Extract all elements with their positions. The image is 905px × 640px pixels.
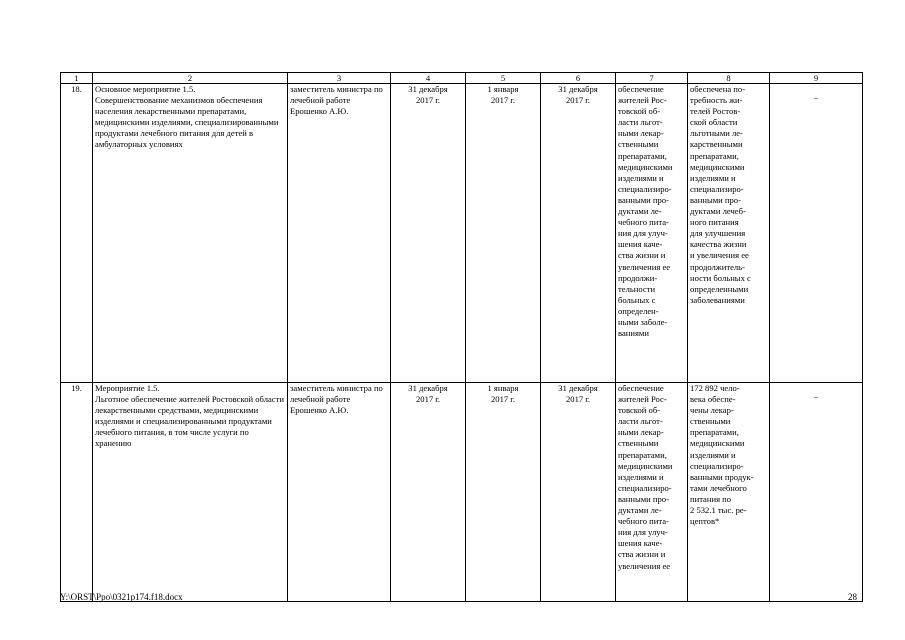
responsible-cell: заместитель министра по лечебной работе Ерошенко А.Ю. [288, 383, 391, 602]
header-cell: 3 [288, 73, 391, 84]
responsible-cell: заместитель министра по лечебной работе Ерошенко А.Ю. [288, 84, 391, 383]
row-number-cell: 19. [61, 383, 93, 602]
date-cell: 1 января 2017 г. [466, 84, 541, 383]
footer-file-path: Y:\ORST\Ppo\0321p174.f18.docx [60, 592, 183, 602]
header-cell: 4 [391, 73, 466, 84]
date-cell: 31 декабря 2017 г. [391, 84, 466, 383]
header-cell: 6 [541, 73, 616, 84]
actual-result-cell: обеспечена по- требность жи- телей Ростов- ской области льготными ле- карственными препаратами, медицинскими изделиями и специализиро- ванными про- дуктами лечеб- ного питания для улучшения качества жизни и увеличения ее продолжитель- ности больных с определенными заболеваниями [688, 84, 770, 383]
date-cell: 31 декабря 2017 г. [541, 84, 616, 383]
activity-name-cell: Мероприятие 1.5. Льготное обеспечение жителей Ростовской области лекарственными средствами, медицинскими изделиями и специализированными продуктами лечебного питания, в том числе услуги по хранению [93, 383, 288, 602]
expected-result-cell: обеспечение жителей Рос- товской об- ласти льгот- ными лекар- ственными препаратами, медицинскими изделиями и специализиро- ванными про- дуктами ле- чебного пита- ния для улуч- шения каче- ства жизни и увеличения ее [616, 383, 688, 602]
notes-cell: – [770, 84, 863, 383]
header-cell: 1 [61, 73, 93, 84]
page-number: 28 [848, 592, 857, 602]
actual-result-cell: 172 892 чело- века обеспе- чены лекар- ственными препаратами, медицинскими изделиями и специализиро- ванными продук- тами лечебного питания по 2 532.1 тыс. ре- цептов* [688, 383, 770, 602]
activity-name-cell: Основное мероприятие 1.5. Совершенствование механизмов обеспечения населения лекарственными препаратами, медицинскими изделиями, специализированными продуктами лечебного питания для детей в амбулаторных условиях [93, 84, 288, 383]
date-cell: 31 декабря 2017 г. [391, 383, 466, 602]
document-table [60, 72, 863, 602]
row-number-cell: 18. [61, 84, 93, 383]
date-cell: 31 декабря 2017 г. [541, 383, 616, 602]
table-row [61, 383, 863, 602]
header-cell: 9 [770, 73, 863, 84]
header-cell: 5 [466, 73, 541, 84]
header-cell: 7 [616, 73, 688, 84]
table-header-row [61, 73, 863, 84]
header-cell: 2 [93, 73, 288, 84]
expected-result-cell: обеспечение жителей Рос- товской об- ласти льгот- ными лекар- ственными препаратами, медицинскими изделиями и специализиро- ванными про- дуктами ле- чебного пита- ния для улуч- шения каче- ства жизни и увеличения ее продолжи- тельности больных с определен- ными заболе- ваниями [616, 84, 688, 383]
date-cell: 1 января 2017 г. [466, 383, 541, 602]
header-cell: 8 [688, 73, 770, 84]
notes-cell: – [770, 383, 863, 602]
table-row [61, 84, 863, 383]
